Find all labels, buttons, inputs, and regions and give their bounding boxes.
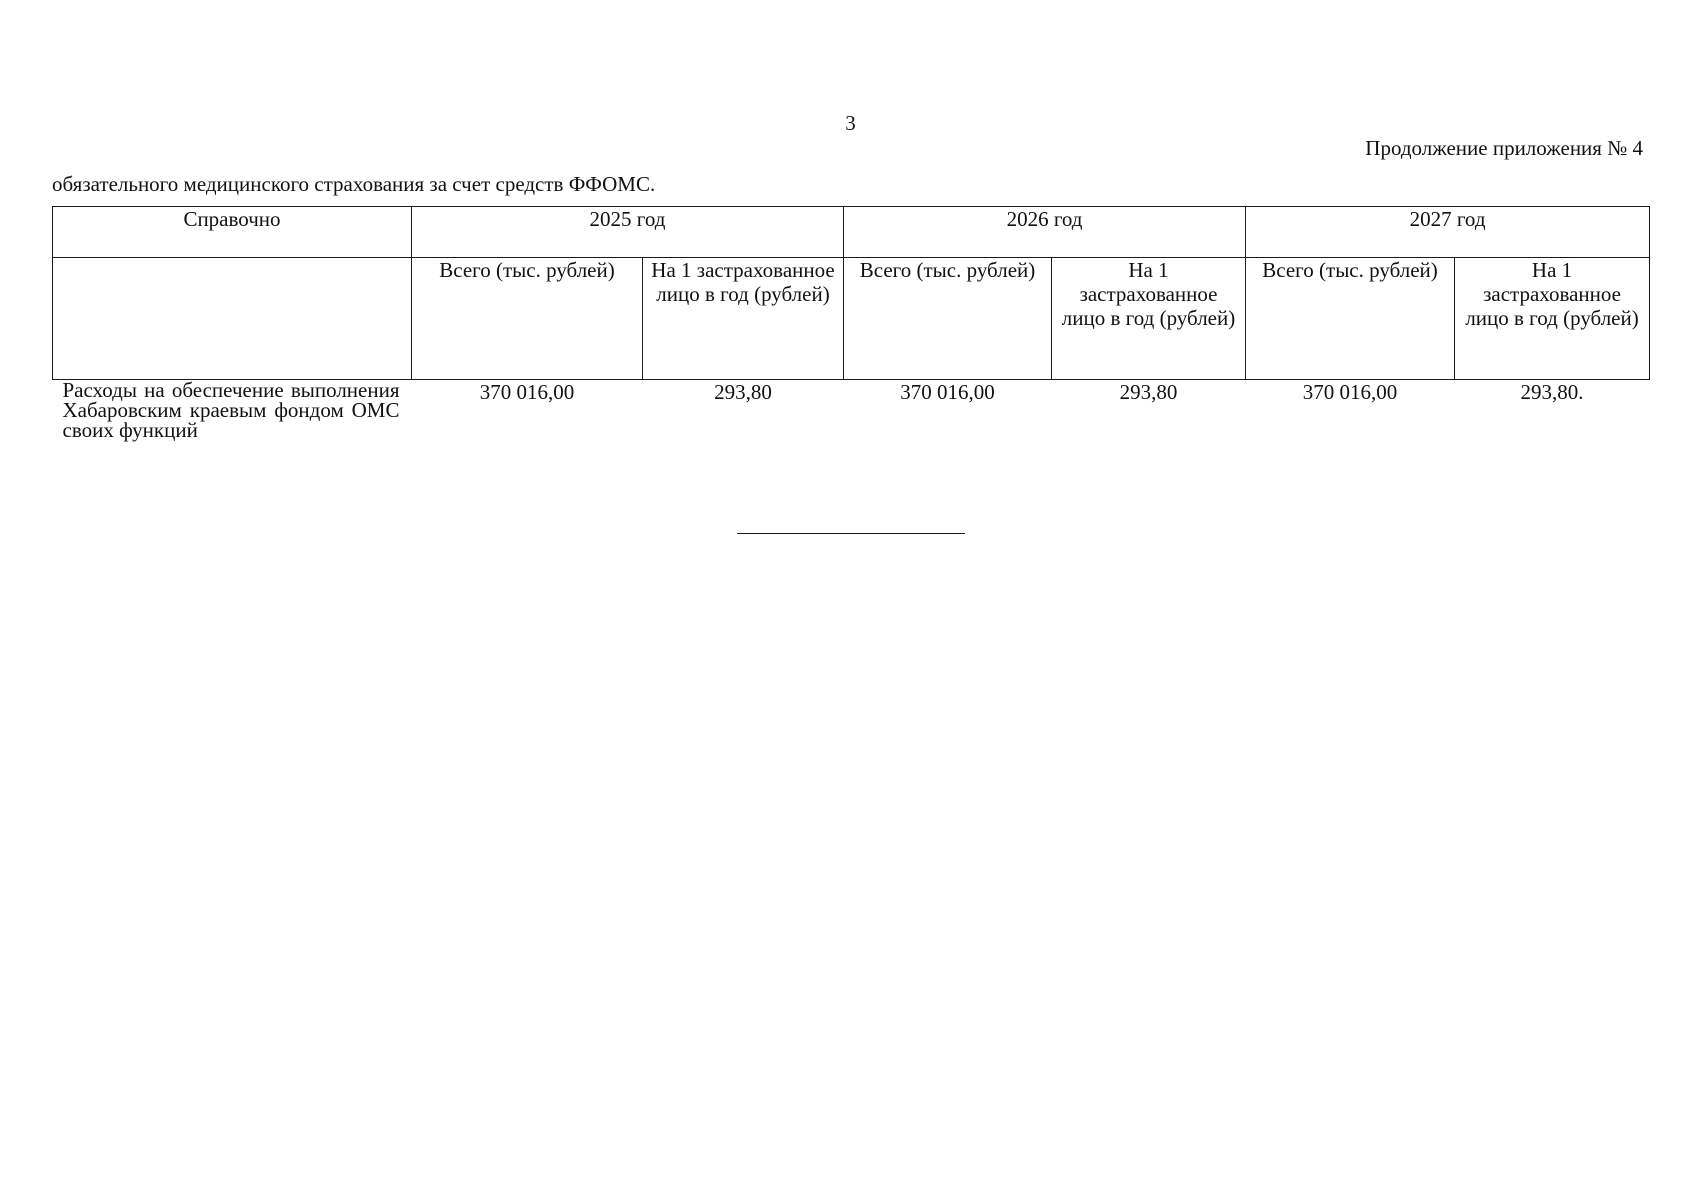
appendix-continuation-note: Продолжение приложения № 4: [1365, 136, 1643, 160]
value-per-person-2027: 293,80.: [1520, 380, 1584, 404]
page-number: [0, 111, 1701, 136]
table-row: [53, 380, 1650, 441]
per-person-2025-header: На 1 застрахованное лицо в год (рублей): [643, 258, 844, 380]
value-total-2025: 370 016,00: [479, 380, 575, 404]
total-2026-header: Всего (тыс. рублей): [844, 258, 1052, 380]
total-2025-header: Всего (тыс. рублей): [412, 258, 643, 380]
per-person-2026-header: На 1 застрахованное лицо в год (рублей): [1052, 258, 1246, 380]
value-per-person-2025: 293,80: [714, 380, 772, 404]
per-person-2027-header: На 1 застрахованное лицо в год (рублей): [1455, 258, 1650, 380]
empty-header-cell: [53, 258, 412, 380]
reference-header-cell: Справочно: [53, 207, 412, 258]
year-header-row: [53, 207, 1650, 258]
expenses-table: [52, 206, 1650, 440]
expense-label-cell: Расходы на обеспечение выполнения Хабаровским краевым фондом ОМС своих функций: [62, 378, 400, 442]
page-number-text: 3: [845, 111, 856, 135]
value-total-2026: 370 016,00: [900, 380, 995, 404]
year-2027-header: 2027 год: [1246, 207, 1650, 258]
value-total-2027: 370 016,00: [1302, 380, 1398, 404]
sub-header-row: [53, 258, 1650, 380]
year-2026-header: 2026 год: [844, 207, 1246, 258]
table-caption: обязательного медицинского страхования за счет средств ФФОМС.: [52, 172, 656, 196]
value-per-person-2026: 293,80: [1119, 380, 1178, 404]
end-divider-line: [737, 533, 965, 534]
total-2027-header: Всего (тыс. рублей): [1246, 258, 1455, 380]
year-2025-header: 2025 год: [412, 207, 844, 258]
